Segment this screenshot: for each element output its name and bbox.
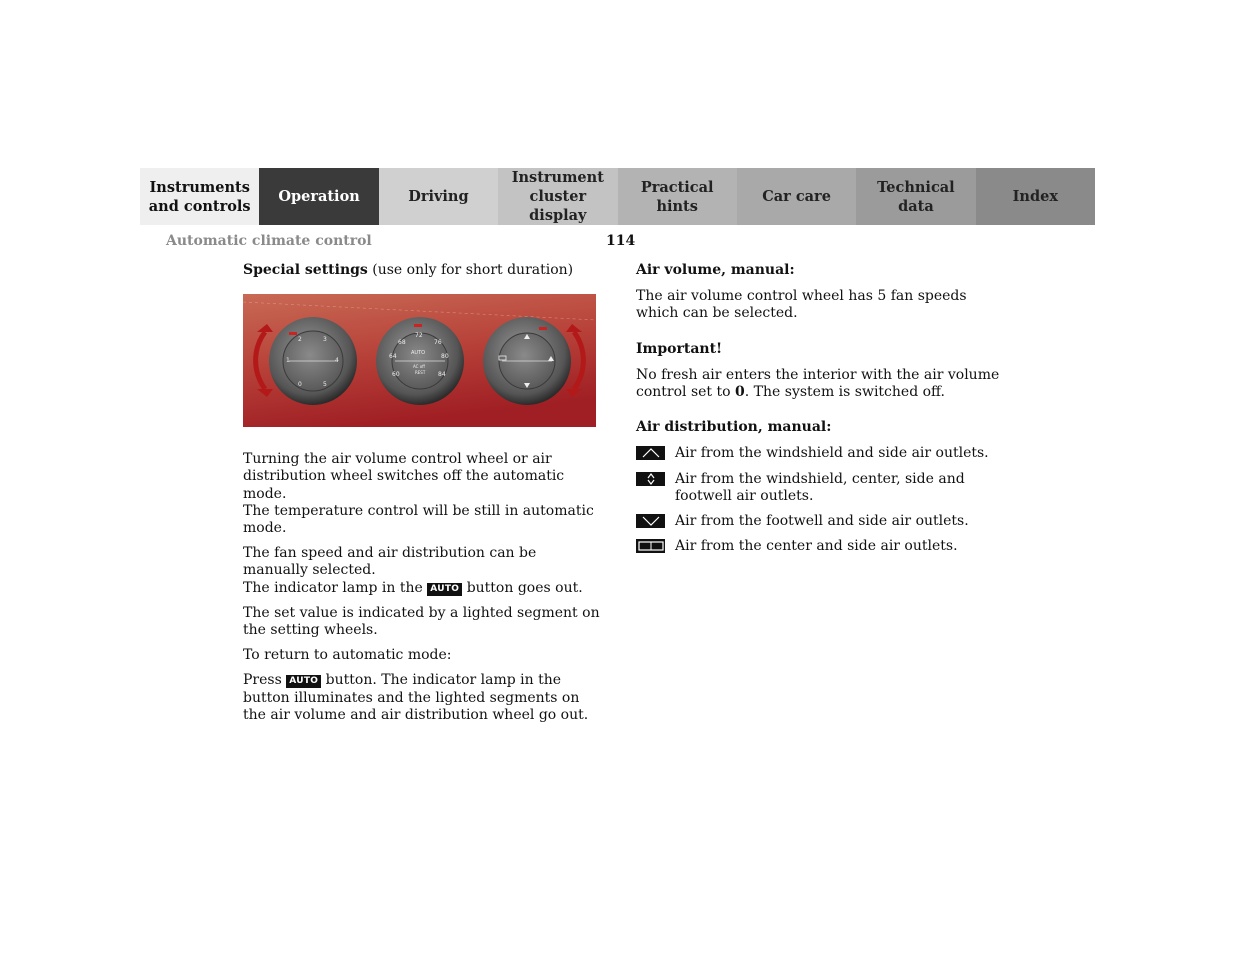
section-title: Automatic climate control	[166, 233, 372, 249]
temperature-dial	[376, 317, 464, 405]
svg-text:68: 68	[398, 339, 406, 346]
paragraph-press-auto: Press AUTO button. The indicator lamp in the button illuminates and the lighted segments on the air volume and air distribution wheel go out.	[243, 672, 589, 723]
svg-text:72: 72	[415, 332, 423, 339]
air-distribution-heading: Air distribution, manual:	[636, 419, 832, 436]
svg-text:AC off: AC off	[413, 364, 425, 369]
climate-control-panel-photo	[243, 294, 596, 427]
windshield-center-footwell-air-icon	[636, 472, 665, 486]
paragraph-automatic-mode: Turning the air volume control wheel or air distribution wheel switches off the automatic mode. The temperature control will be still in automatic mode.	[243, 451, 594, 537]
svg-text:3: 3	[323, 336, 327, 343]
tab-index[interactable]: Index	[976, 168, 1095, 225]
important-paragraph: No fresh air enters the interior with the air volume control set to 0. The system is switched off.	[636, 366, 1000, 401]
svg-text:2: 2	[298, 336, 302, 343]
svg-text:REST: REST	[415, 370, 426, 375]
svg-text:1: 1	[286, 357, 290, 364]
tab-car-care[interactable]: Car care	[737, 168, 856, 225]
tab-driving[interactable]: Driving	[379, 168, 498, 225]
footwell-air-icon	[636, 514, 665, 528]
svg-text:64: 64	[389, 353, 397, 360]
air-volume-heading: Air volume, manual:	[636, 262, 795, 278]
tab-technical-data[interactable]: Technical data	[856, 168, 975, 225]
center-air-icon	[636, 539, 665, 553]
important-heading: Important!	[636, 340, 723, 357]
svg-text:0: 0	[298, 381, 302, 388]
paragraph-return-automatic: To return to automatic mode:	[243, 647, 452, 664]
paragraph-set-value: The set value is indicated by a lighted segment on the setting wheels.	[243, 604, 600, 639]
paragraph-manual-selection: The fan speed and air distribution can be manually selected. The indicator lamp in the AUTO button goes out.	[243, 545, 583, 596]
auto-button-icon: AUTO	[427, 583, 462, 596]
tab-instruments-and-controls[interactable]: Instruments and controls	[140, 168, 259, 225]
list-item: Air from the windshield and side air outlets.	[636, 445, 1001, 462]
fan-speed-dial	[269, 317, 357, 405]
air-volume-paragraph: The air volume control wheel has 5 fan speeds which can be selected.	[636, 288, 967, 322]
svg-text:AUTO: AUTO	[411, 350, 426, 356]
svg-text:4: 4	[335, 357, 339, 364]
special-settings-heading: Special settings (use only for short duration)	[243, 262, 574, 278]
tab-practical-hints[interactable]: Practical hints	[618, 168, 737, 225]
auto-button-icon: AUTO	[286, 675, 321, 688]
list-item: Air from the footwell and side air outlets.	[636, 513, 1001, 530]
svg-text:60: 60	[392, 371, 400, 378]
list-item: Air from the center and side air outlets.	[636, 538, 1001, 555]
right-column	[636, 262, 1001, 563]
windshield-air-icon	[636, 446, 665, 460]
svg-text:76: 76	[434, 339, 442, 346]
tab-instrument-cluster-display[interactable]: Instrument cluster display	[498, 168, 617, 225]
page-number: 114	[606, 233, 636, 249]
svg-text:5: 5	[323, 381, 327, 388]
air-distribution-dial	[483, 317, 571, 405]
chapter-navigation	[140, 168, 1095, 225]
tab-operation[interactable]: Operation	[259, 168, 378, 225]
svg-text:84: 84	[438, 371, 446, 378]
svg-text:80: 80	[441, 353, 449, 360]
list-item: Air from the windshield, center, side and footwell air outlets.	[636, 471, 1001, 505]
